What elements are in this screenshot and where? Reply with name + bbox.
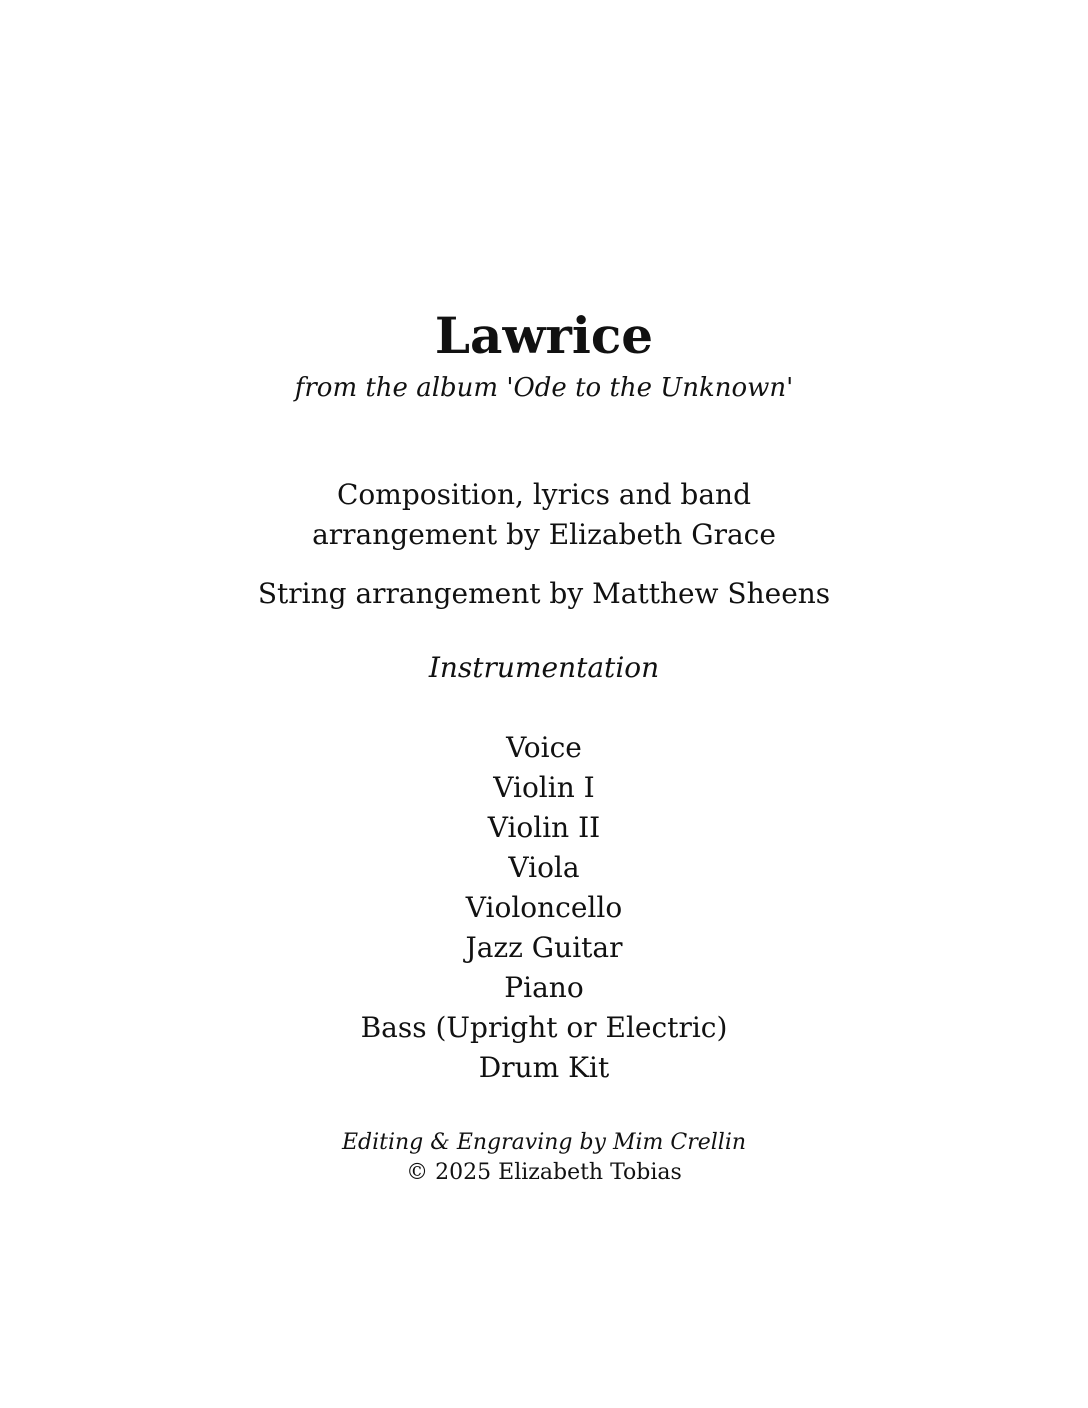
engraving-credit: Editing & Engraving by Mim Crellin (341, 1130, 747, 1155)
string-arrangement-credit: String arrangement by Matthew Sheens (257, 577, 831, 610)
instrument-item: Piano (504, 971, 584, 1004)
instrument-item: Jazz Guitar (465, 931, 623, 964)
composition-credit-line-2: arrangement by Elizabeth Grace (312, 518, 776, 551)
instrument-item: Violin II (487, 811, 601, 844)
instrument-item: Voice (506, 731, 582, 764)
copyright-notice: © 2025 Elizabeth Tobias (406, 1160, 682, 1185)
instrument-item: Viola (508, 851, 580, 884)
instrumentation-heading: Instrumentation (428, 651, 660, 684)
instrument-list (0, 728, 1088, 1088)
instrument-item: Violoncello (465, 891, 623, 924)
instrument-item: Drum Kit (478, 1051, 610, 1084)
composition-credit (0, 475, 1088, 555)
composition-credit-line-1: Composition, lyrics and band (336, 478, 752, 511)
page-title: Lawrice (434, 306, 654, 365)
instrument-item: Bass (Upright or Electric) (360, 1011, 728, 1044)
album-subtitle: from the album 'Ode to the Unknown' (294, 373, 794, 403)
instrument-item: Violin I (493, 771, 595, 804)
